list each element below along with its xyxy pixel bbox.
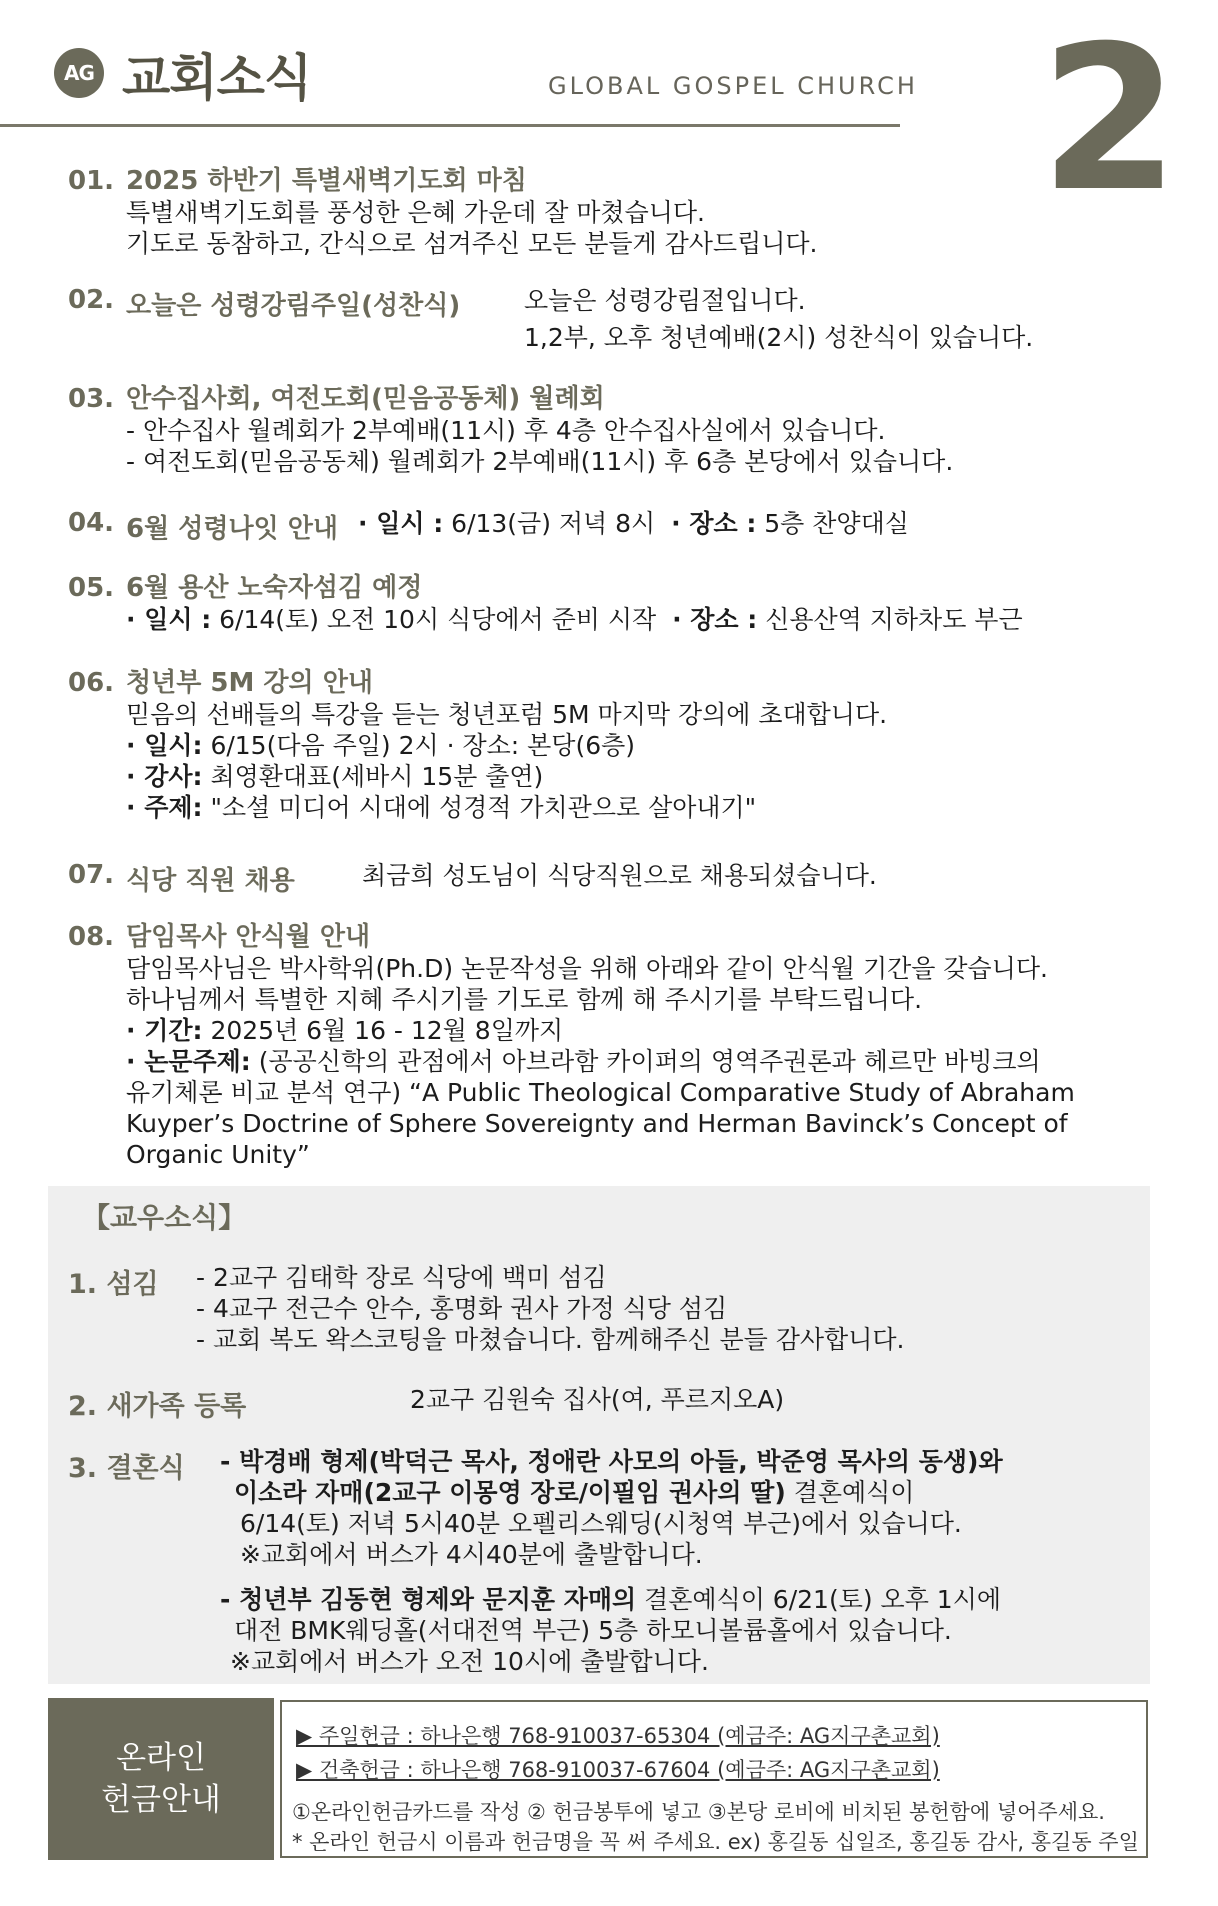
offering-label-line: 온라인 (116, 1740, 206, 1776)
offering-steps: ①온라인헌금카드를 작성 ② 헌금봉투에 넣고 ③본당 로비에 비치된 봉헌함에 넣어주세요. (292, 1800, 1105, 1824)
wedding-bus-note: ※교회에서 버스가 오전 10시에 출발합니다. (230, 1647, 709, 1676)
news-number: 06. (68, 668, 115, 698)
news-title: 안수집사회, 여전도회(믿음공동체) 월례회 (126, 384, 605, 414)
news-number: 01. (68, 166, 115, 196)
wedding-couple-1-bride: 이소라 자매(2교구 이몽영 장로/이필임 권사의 딸) (234, 1478, 786, 1507)
wedding-detail: 6/14(토) 저녁 5시40분 오펠리스웨딩(시청역 부근)에서 있습니다. (240, 1509, 962, 1538)
news-line: 특별새벽기도회를 풍성한 은혜 가운데 잘 마쳤습니다. (126, 198, 705, 227)
news-line: 하나님께서 특별한 지혜 주시기를 기도로 함께 해 주시기를 부탁드립니다. (126, 985, 923, 1014)
service-line: - 2교구 김태학 장로 식당에 백미 섬김 (196, 1263, 607, 1292)
news-line: 담임목사님은 박사학위(Ph.D) 논문작성을 위해 아래와 같이 안식월 기간을 갖습니다. (126, 954, 1048, 983)
sunday-offering-account[interactable]: ▶ 주일헌금 : 하나은행 768-910037-65304 (예금주: AG지구촌교회) (296, 1724, 940, 1748)
service-line: - 4교구 전근수 안수, 홍명화 권사 가정 식당 섬김 (196, 1294, 728, 1323)
news-item-05 (68, 567, 1023, 635)
family-title: 2. 새가족 등록 (68, 1391, 247, 1422)
news-title: 청년부 5M 강의 안내 (126, 668, 373, 698)
member-wedding (68, 1446, 1003, 1677)
offering-label-line: 헌금안내 (101, 1782, 221, 1818)
date-label: · 일시 : (126, 605, 212, 634)
speaker-label: · 강사: (126, 762, 203, 791)
speaker-value: 최영환대표(세바시 15분 출연) (202, 762, 544, 791)
news-item-04 (68, 508, 909, 545)
header-divider (0, 124, 900, 127)
wedding-text: 결혼예식이 6/21(토) 오후 1시에 (636, 1585, 1001, 1614)
thesis-line: Organic Unity” (126, 1140, 310, 1169)
thesis-line: Kuyper’s Doctrine of Sphere Sovereignty and Herman Bavinck’s Concept of (126, 1109, 1068, 1138)
service-line: - 교회 복도 왁스코팅을 마쳤습니다. 함께해주신 분들 감사합니다. (196, 1325, 905, 1354)
date-value: 6/15(다음 주일) 2시 · 장소: 본당(6층) (202, 731, 636, 760)
thesis-label: · 논문주제: (126, 1047, 251, 1076)
online-offering-info (280, 1700, 1148, 1858)
wedding-bus-note: ※교회에서 버스가 4시40분에 출발합니다. (240, 1540, 703, 1569)
date-value: 6/14(토) 오전 10시 식당에서 준비 시작 (211, 605, 657, 634)
news-number: 07. (68, 860, 115, 890)
period-value: 2025년 6월 16 - 12월 8일까지 (202, 1016, 564, 1045)
topic-value: "소셜 미디어 시대에 성경적 가치관으로 살아내기" (202, 793, 757, 822)
online-offering-label (48, 1698, 274, 1860)
place-label: · 장소 : (672, 605, 758, 634)
news-title: 오늘은 성령강림주일(성찬식) (126, 291, 461, 321)
news-line: - 안수집사 월례회가 2부예배(11시) 후 4층 안수집사실에서 있습니다. (126, 416, 886, 445)
thesis-value: (공공신학의 관점에서 아브라함 카이퍼의 영역주권론과 헤르만 바빙크의 (250, 1047, 1041, 1076)
news-title: 6월 성령나잇 안내 (126, 514, 339, 544)
news-line: - 여전도회(믿음공동체) 월례회가 2부예배(11시) 후 6층 본당에서 있습니다. (126, 447, 954, 476)
date-label: · 일시 : (358, 509, 444, 538)
church-name: GLOBAL GOSPEL CHURCH (548, 72, 918, 100)
date-label: · 일시: (126, 731, 203, 760)
news-line: 오늘은 성령강림절입니다. (524, 286, 806, 315)
family-text: 2교구 김원숙 집사(여, 푸르지오A) (410, 1385, 785, 1414)
building-offering-account[interactable]: ▶ 건축헌금 : 하나은행 768-910037-67604 (예금주: AG지구촌교회) (296, 1758, 940, 1782)
news-item-08 (68, 916, 1075, 1170)
page-number: 2 (1040, 3, 1180, 236)
news-item-07 (68, 860, 877, 897)
member-service (68, 1262, 904, 1355)
service-title: 1. 섬김 (68, 1269, 159, 1300)
news-title: 식당 직원 채용 (126, 866, 295, 896)
church-logo: AG (54, 48, 104, 98)
period-label: · 기간: (126, 1016, 203, 1045)
news-number: 03. (68, 384, 115, 414)
thesis-line: 유기체론 비교 분석 연구) “A Public Theological Comparative Study of Abraham (126, 1078, 1075, 1107)
news-line: 기도로 동참하고, 간식으로 섬겨주신 모든 분들게 감사드립니다. (126, 229, 818, 258)
place-value: 신용산역 지하차도 부근 (757, 605, 1023, 634)
date-value: 6/13(금) 저녁 8시 (443, 509, 656, 538)
news-item-06 (68, 662, 887, 823)
place-value: 5층 찬양대실 (756, 509, 909, 538)
news-line: 1,2부, 오후 청년예배(2시) 성찬식이 있습니다. (524, 323, 1034, 352)
news-line: 최금희 성도님이 식당직원으로 채용되셨습니다. (362, 861, 877, 890)
page-title: 교회소식 (122, 49, 312, 107)
wedding-couple-1: - 박경배 형제(박덕근 목사, 정애란 사모의 아들, 박준영 목사의 동생)와 (220, 1447, 1003, 1476)
news-number: 08. (68, 922, 115, 952)
member-new-family (68, 1384, 784, 1423)
news-item-03 (68, 378, 953, 477)
topic-label: · 주제: (126, 793, 203, 822)
news-number: 02. (68, 285, 115, 315)
place-label: · 장소 : (671, 509, 757, 538)
news-number: 04. (68, 508, 115, 538)
wedding-text: 결혼예식이 (785, 1478, 915, 1507)
member-news-heading: 【교우소식】 (82, 1201, 247, 1234)
news-number: 05. (68, 573, 115, 603)
news-item-02 (68, 285, 1033, 353)
offering-note: * 온라인 헌금시 이름과 헌금명을 꼭 써 주세요. ex) 홍길동 십일조, 홍길동 감사, 홍길동 주일 (292, 1830, 1139, 1854)
wedding-detail: 대전 BMK웨딩홀(서대전역 부근) 5층 하모니볼륨홀에서 있습니다. (234, 1616, 952, 1645)
news-title: 6월 용산 노숙자섬김 예정 (126, 573, 423, 603)
wedding-couple-2: - 청년부 김동현 형제와 문지훈 자매의 (220, 1585, 637, 1614)
news-item-01 (68, 160, 817, 259)
wedding-title: 3. 결혼식 (68, 1453, 185, 1484)
news-title: 담임목사 안식월 안내 (126, 922, 371, 952)
news-title: 2025 하반기 특별새벽기도회 마침 (126, 166, 527, 196)
news-line: 믿음의 선배들의 특강을 듣는 청년포럼 5M 마지막 강의에 초대합니다. (126, 700, 888, 729)
